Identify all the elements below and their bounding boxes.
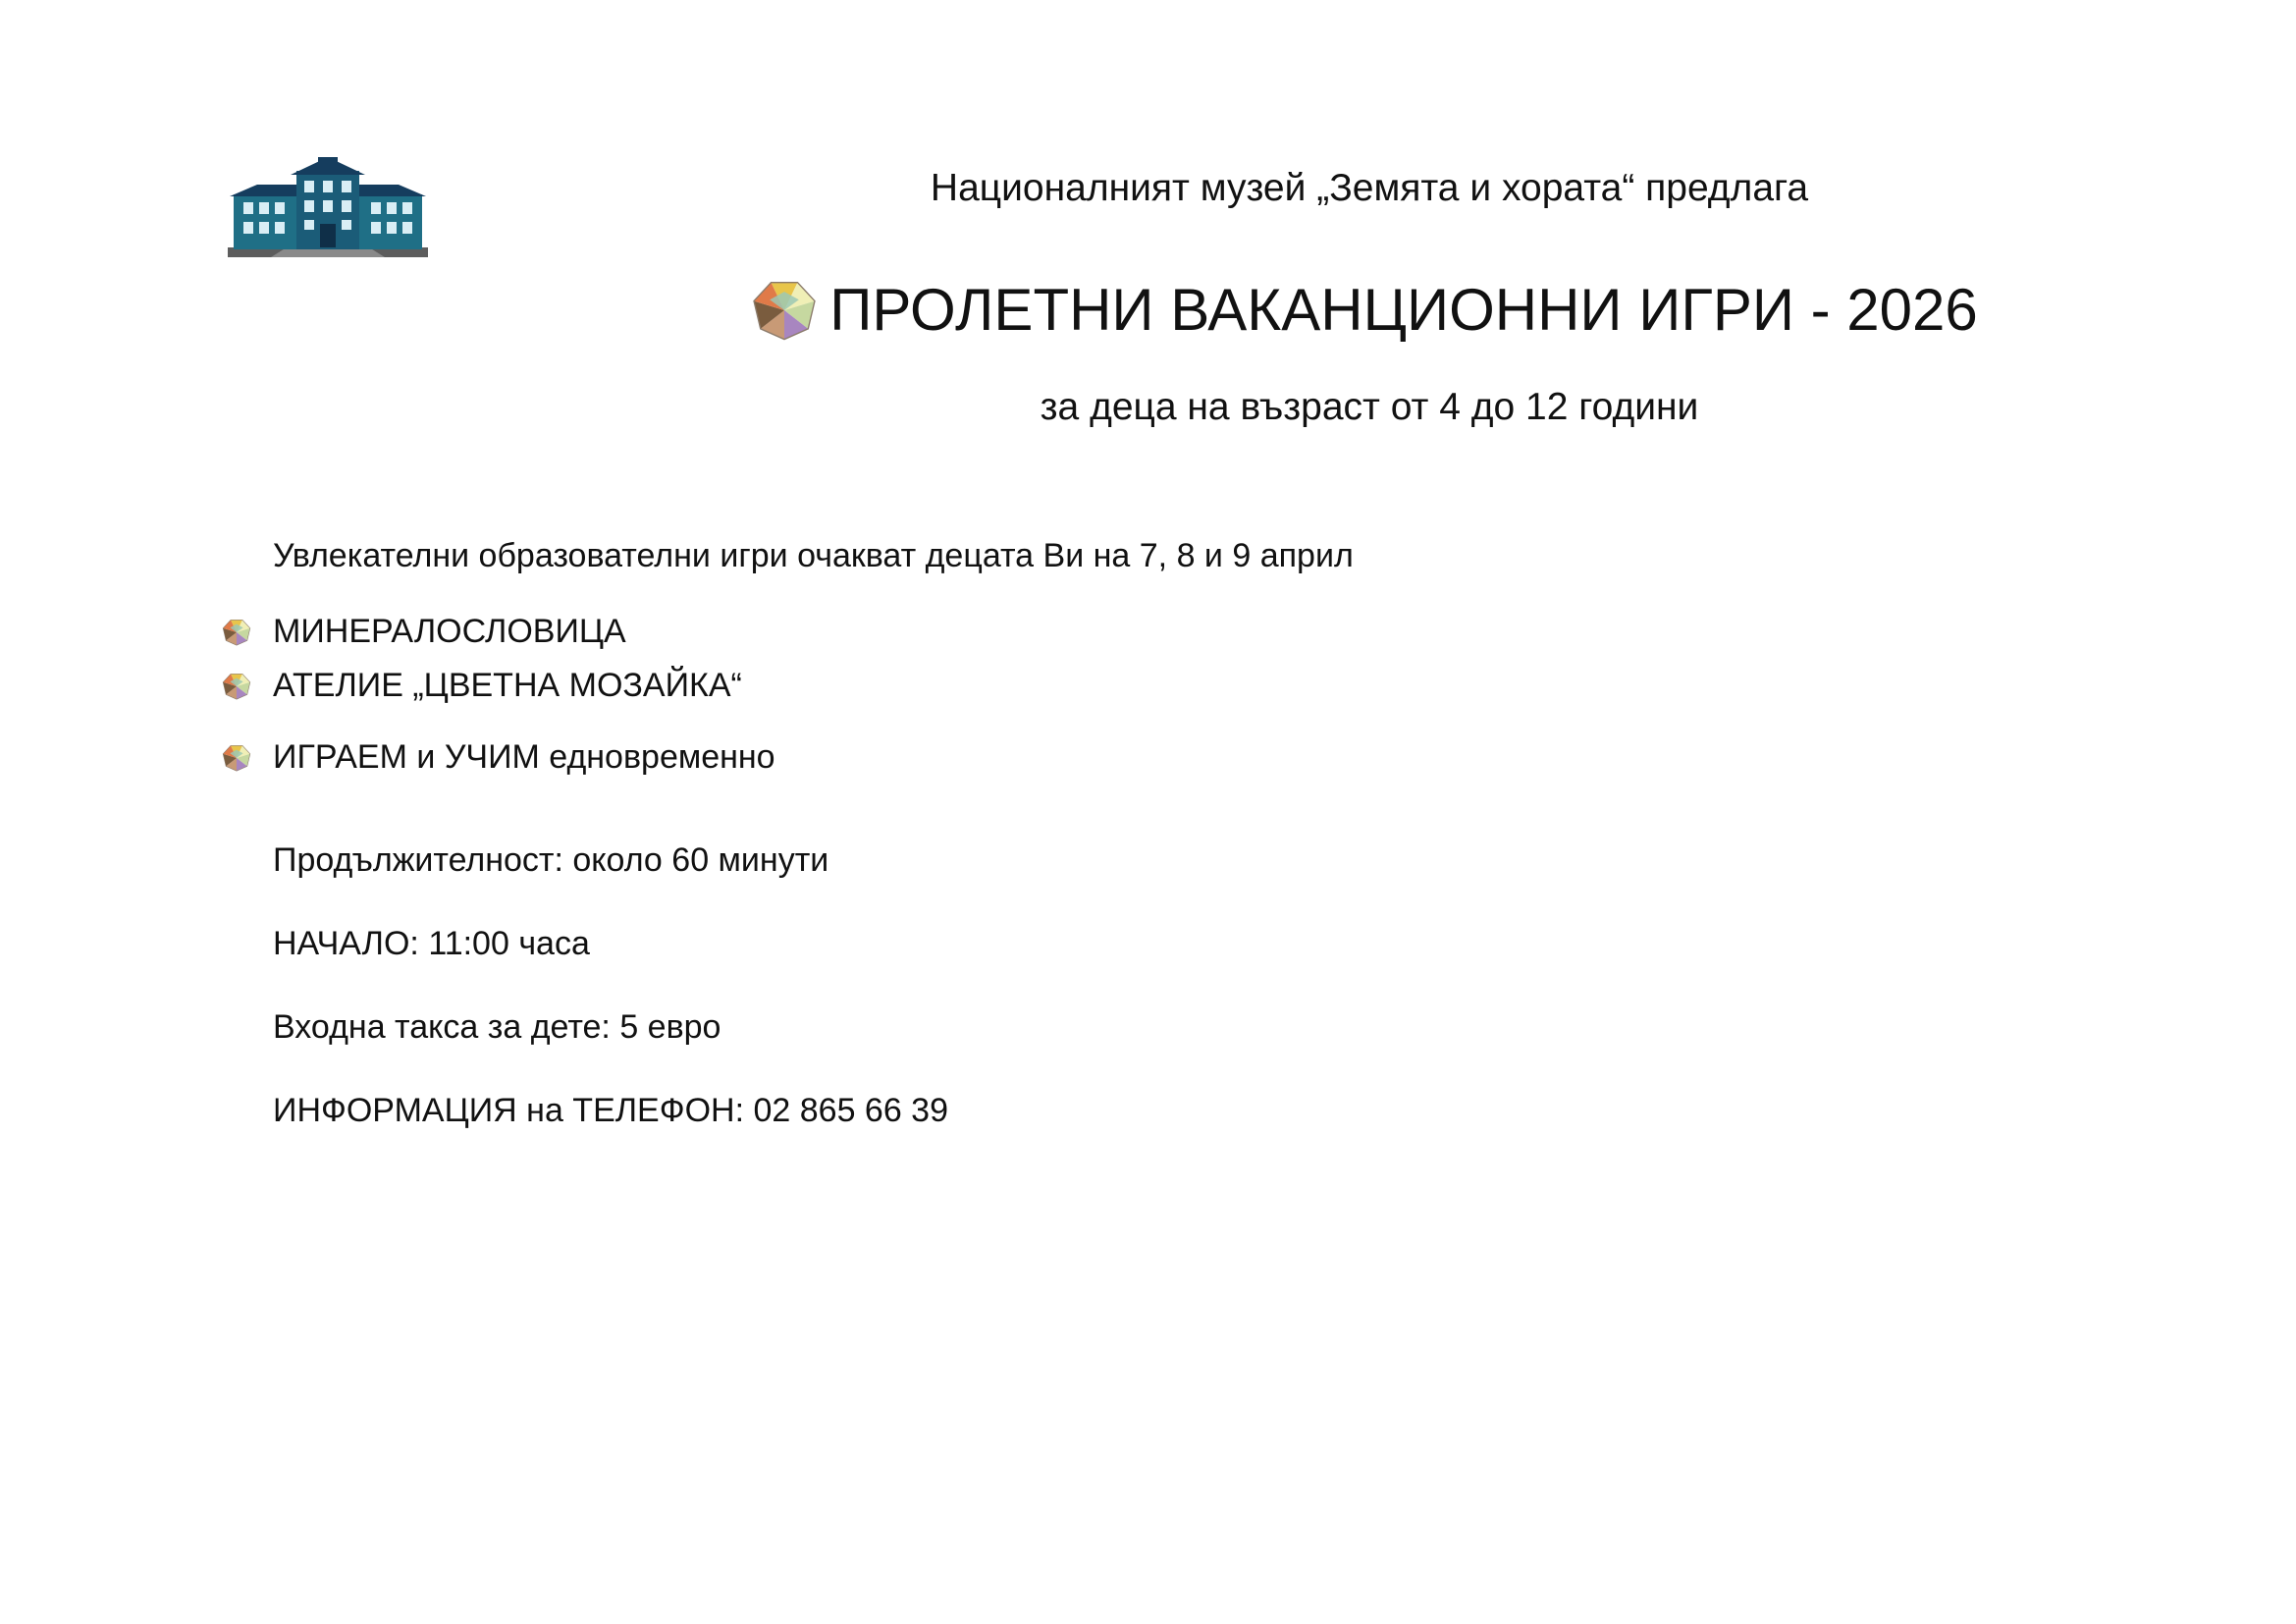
duration-text: Продължителност: около 60 минути bbox=[273, 841, 829, 879]
polyhedron-gem-icon bbox=[751, 280, 818, 341]
entry-fee-text: Входна такса за дете: 5 евро bbox=[273, 1008, 721, 1046]
title-row bbox=[550, 273, 2179, 348]
activity-item: МИНЕРАЛОСЛОВИЦА bbox=[273, 613, 626, 650]
start-time-text: НАЧАЛО: 11:00 часа bbox=[273, 925, 590, 962]
activity-item: АТЕЛИЕ „ЦВЕТНА МОЗАЙКА“ bbox=[273, 667, 742, 704]
museum-logo-icon bbox=[228, 155, 428, 259]
info-phone-text: ИНФОРМАЦИЯ на ТЕЛЕФОН: 02 865 66 39 bbox=[273, 1092, 949, 1129]
bullet-gem-icon bbox=[222, 673, 251, 700]
page-title: ПРОЛЕТНИ ВАКАНЦИОННИ ИГРИ - 2026 bbox=[829, 277, 1978, 343]
bullet-gem-icon bbox=[222, 619, 251, 646]
bullet-gem-icon bbox=[222, 744, 251, 772]
museum-offer-heading: Националният музей „Земята и хората“ предлага bbox=[930, 167, 1809, 209]
age-subtitle: за деца на възраст от 4 до 12 години bbox=[1040, 386, 1699, 428]
intro-text: Увлекателни образователни игри очакват децата Ви на 7, 8 и 9 април bbox=[273, 537, 1354, 574]
activity-item: ИГРАЕМ и УЧИМ едновременно bbox=[273, 738, 775, 776]
